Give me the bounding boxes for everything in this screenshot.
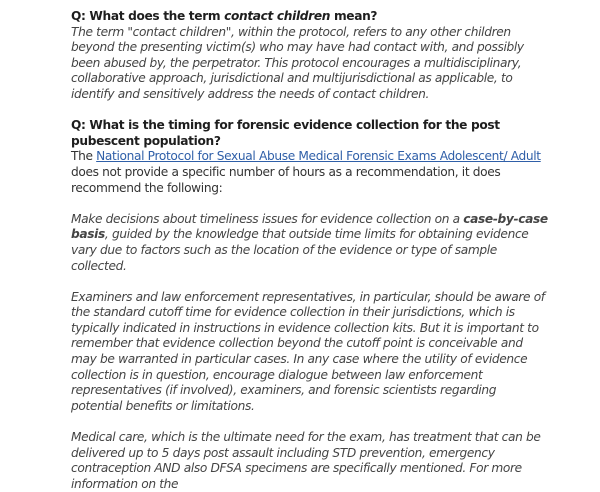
intro-text-end: does not provide a specific number of hours as a recommendation, it does recommend the following: — [71, 164, 501, 195]
quote-bold: case-by-case basis — [71, 211, 548, 242]
national-protocol-link[interactable]: National Protocol for Sexual Abuse Medical Forensic Exams Adolescent/ Adult — [96, 149, 541, 164]
faq-document — [71, 9, 549, 492]
question-text: Q: What does the term — [71, 9, 225, 23]
spacer — [71, 274, 549, 290]
intro-text: The — [71, 149, 97, 164]
quote-text-end: , guided by the knowledge that outside time limits for obtaining evidence vary due to factors such as the location of the evidence or type of sample collected. — [71, 227, 529, 273]
answer-contact-children: The term "contact children", within the protocol, refers to any other children beyond the presenting victim(s) who may have had contact with, and possibly been abused by, the perpetrator. This protocol encourages a multidisciplinary, collaborative approach, jurisdictional and multijurisdictional as applicable, to identify and sensitively address the needs of contact children. — [71, 24, 524, 101]
spacer — [71, 196, 549, 212]
quote-cutoff-time: Examiners and law enforcement representatives, in particular, should be aware of the standard cutoff time for evidence collection in their jurisdictions, which is typically indicated in instructions in evidence collection kits. But it is important to remember that evidence collection beyond the cutoff point is conceivable and may be warranted in particular cases. In any case where the utility of evidence collection is in question, encourage dialogue between law enforcement representatives (if involved), examiners, and forensic scientists regarding potential benefits or limitations. — [71, 289, 545, 413]
question-contact-children — [71, 9, 549, 25]
question-evidence-timing: Q: What is the timing for forensic evidence collection for the post pubescent population? — [71, 118, 500, 148]
spacer — [71, 414, 549, 430]
quote-text: Make decisions about timeliness issues for evidence collection on a — [71, 211, 464, 226]
question-emphasis: contact children — [224, 9, 331, 23]
question-text-end: mean? — [330, 9, 378, 23]
answer-intro — [71, 149, 549, 196]
quote-case-by-case — [71, 212, 549, 274]
spacer — [71, 103, 549, 119]
quote-medical-care: Medical care, which is the ultimate need for the exam, has treatment that can be delivered up to 5 days post assault including STD prevention, emergency contraception AND also DFSA specimens are specifically mentioned. For more information on the — [71, 430, 541, 491]
